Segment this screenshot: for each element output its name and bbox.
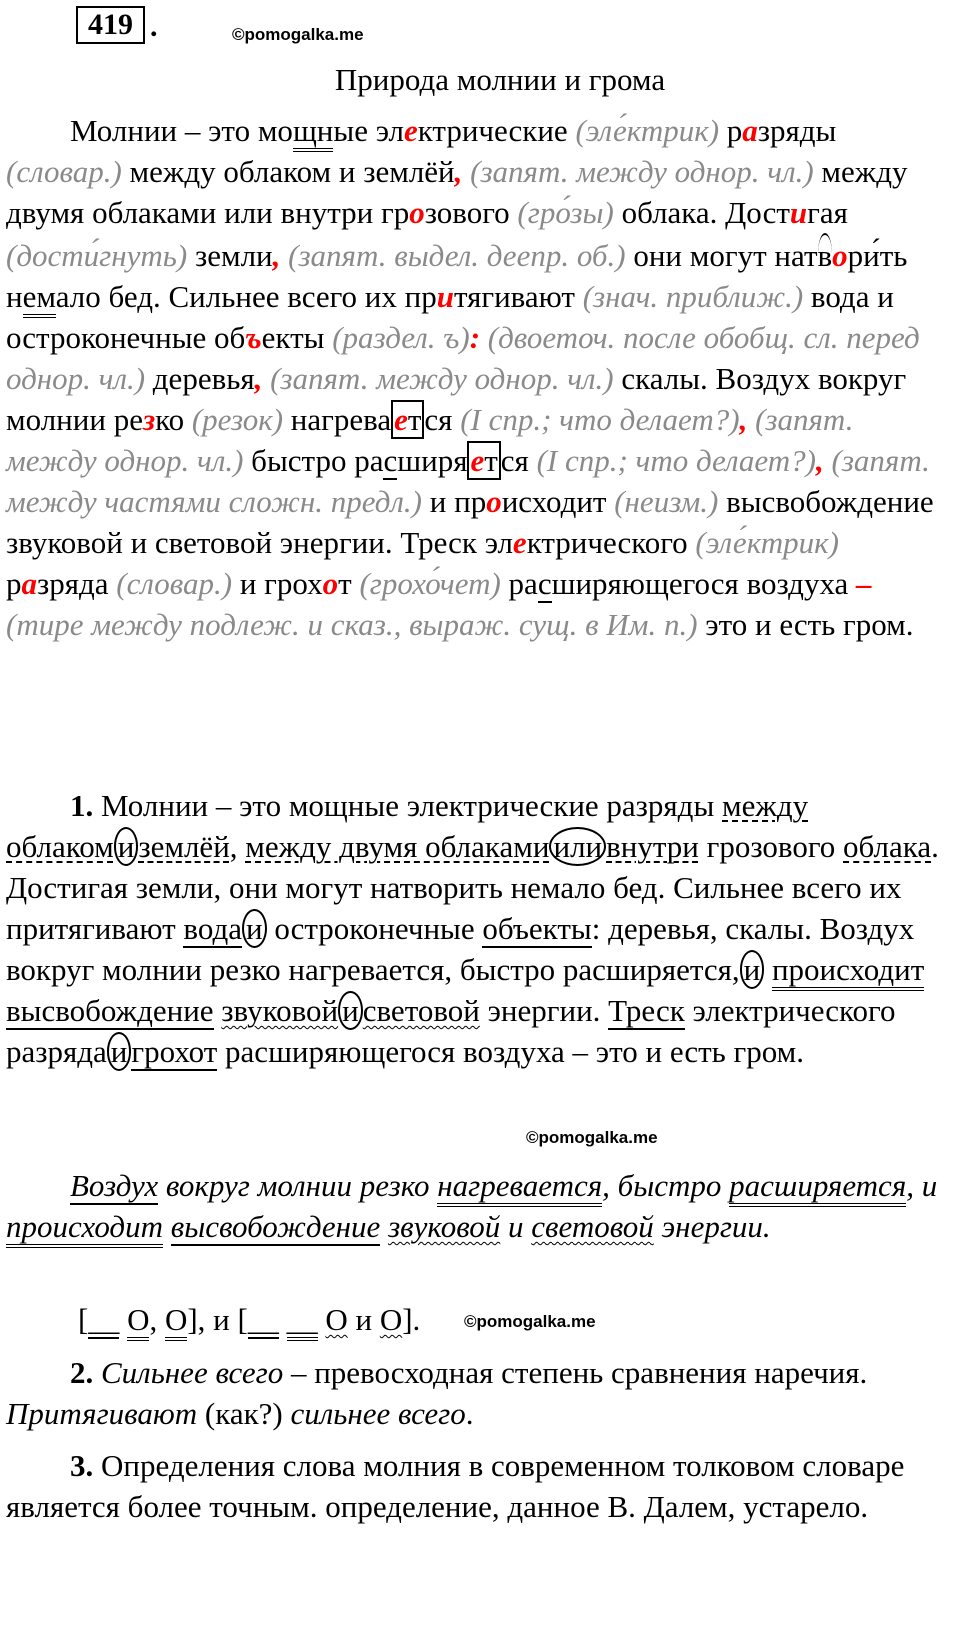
sentence-scheme: [__ О, О], и [__ __ О и О].: [78, 1302, 420, 1338]
parsed-text: 1. Молнии – это мощные электрические разряды между облаком и землёй, между двумя облаками или внутри грозового облака. Достигая земли, они могут натворить немало бед. Сильнее всего их притягивают вода и остроконечные объекты: деревья, скалы. Воздух вокруг молнии резко нагревается, быстро расширяется, и происходит высвобождение звуковой и световой энергии. Треск электрического разряда и грохот расширяющегося воздуха – это и есть гром.: [6, 788, 939, 1069]
answer-2: 2. Сильнее всего – превосходная степень сравнения наречия. Притягивают (как?) сильнее всего.: [6, 1355, 868, 1431]
exercise-number: 419: [76, 6, 145, 44]
watermark-3: ©pomogalka.me: [464, 1312, 596, 1331]
answer-3: 3. Определения слова молния в современном толковом словаре является более точным. определение, данное В. Далем, устарело.: [6, 1448, 905, 1524]
parsed-sentence: Воздух вокруг молнии резко нагревается, быстро расширяется, и происходит высвобождение звуковой и световой энергии.: [6, 1165, 946, 1247]
annotated-text: Молнии – это мощные электрические (эле́ктрик) разряды (словар.) между облаком и землёй, (запят. между однор. чл.) между двумя облаками или внутри грозового (гро́зы) облака. Достигая (дости́гнуть) земли, (запят. выдел. деепр. об.) они могут натвори́ть немало бед. Сильнее всего их притягивают (знач. приближ.) вода и остроконечные объекты (раздел. ъ): (двоеточ. после обобщ. сл. перед однор. чл.) деревья, (запят. между однор. чл.) скалы. Воздух вокруг молнии резко (резок) нагревается (I спр.; что делает?), (запят. между однор. чл.) быстро расширяется (I спр.; что делает?), (запят. между частями сложн. предл.) и происходит (неизм.) высвобождение звуковой и световой энергии. Треск электрического (эле́ктрик) разряда (словар.) и грохот (грохо́чет) расширяющегося воздуха – (тире между подлеж. и сказ., выраж. сущ. в Им. п.) это и есть гром.: [6, 113, 934, 642]
watermark-2: ©pomogalka.me: [526, 1128, 658, 1147]
watermark: ©pomogalka.me: [232, 25, 364, 44]
page-title: Природа молнии и грома: [334, 62, 666, 97]
exercise-number-dot: .: [150, 10, 158, 43]
